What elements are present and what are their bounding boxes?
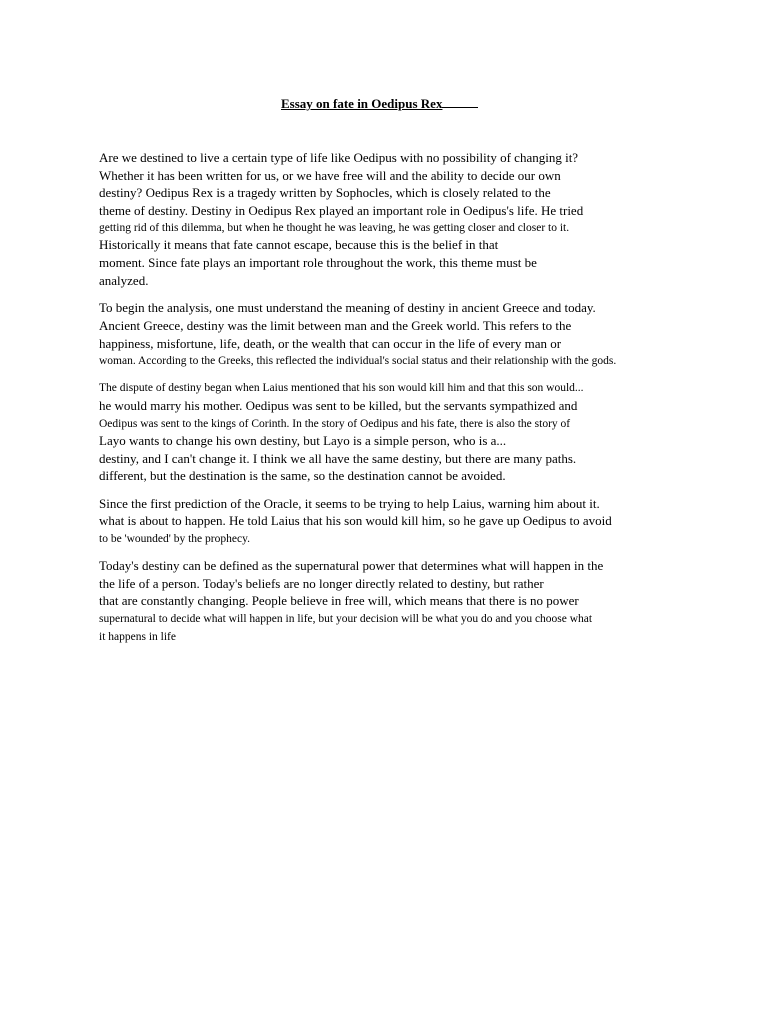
paragraph-2-line-4: woman. According to the Greeks, this reflected the individual's social status and their relationship with the gods. <box>99 355 617 367</box>
paragraph-2-line-2: Ancient Greece, destiny was the limit between man and the Greek world. This refers to the <box>99 318 572 333</box>
paragraph-4-line-1: Since the first prediction of the Oracle, it seems to be trying to help Laius, warning him about it. <box>99 496 600 511</box>
paragraph-3-line-4: Layo wants to change his own destiny, but Layo is a simple person, who is a... <box>99 433 507 448</box>
paragraph-5-line-2: the life of a person. Today's beliefs are no longer directly related to destiny, but rather <box>99 576 544 591</box>
paragraph-3-line-2: he would marry his mother. Oedipus was sent to be killed, but the servants sympathized and <box>99 398 578 413</box>
paragraph-5-line-5: it happens in life <box>99 631 176 643</box>
paragraph-3-line-1: The dispute of destiny began when Laius mentioned that his son would kill him and that this son would... <box>99 382 584 394</box>
paragraph-1-line-8: analyzed. <box>99 273 149 288</box>
paragraph-4-line-2: what is about to happen. He told Laius that his son would kill him, so he gave up Oedipus to avoid <box>99 513 612 528</box>
paragraph-1-line-6: Historically it means that fate cannot escape, because this is the belief in that <box>99 237 499 252</box>
paragraph-2-line-3: happiness, misfortune, life, death, or the wealth that can occur in the life of every man or <box>99 336 562 351</box>
document-title <box>281 94 478 113</box>
paragraph-2-line-1: To begin the analysis, one must understand the meaning of destiny in ancient Greece and today. <box>99 300 596 315</box>
title-underline-trail <box>442 94 478 108</box>
paragraph-4-line-3: to be 'wounded' by the prophecy. <box>99 533 250 545</box>
paragraph-1-line-7: moment. Since fate plays an important role throughout the work, this theme must be <box>99 255 537 270</box>
paragraph-1-line-4: theme of destiny. Destiny in Oedipus Rex played an important role in Oedipus's life. He tried <box>99 203 584 218</box>
paragraph-5-line-1: Today's destiny can be defined as the supernatural power that determines what will happen in the <box>99 558 604 573</box>
paragraph-5-line-4: supernatural to decide what will happen in life, but your decision will be what you do and you choose what <box>99 613 593 625</box>
paragraph-1-line-1: Are we destined to live a certain type of life like Oedipus with no possibility of changing it? <box>99 150 579 165</box>
paragraph-1-line-2: Whether it has been written for us, or we have free will and the ability to decide our own <box>99 168 561 183</box>
paragraph-3-line-5: destiny, and I can't change it. I think we all have the same destiny, but there are many paths. <box>99 451 577 466</box>
document-title-text: Essay on fate in Oedipus Rex <box>281 96 443 111</box>
paragraph-3-line-6: different, but the destination is the same, so the destination cannot be avoided. <box>99 468 506 483</box>
paragraph-5-line-3: that are constantly changing. People believe in free will, which means that there is no power <box>99 593 579 608</box>
paragraph-3-line-3: Oedipus was sent to the kings of Corinth. In the story of Oedipus and his fate, there is also the story of <box>99 418 571 430</box>
paragraph-1-line-5: getting rid of this dilemma, but when he thought he was leaving, he was getting closer and closer to it. <box>99 222 570 234</box>
paragraph-1-line-3: destiny? Oedipus Rex is a tragedy written by Sophocles, which is closely related to the <box>99 185 551 200</box>
